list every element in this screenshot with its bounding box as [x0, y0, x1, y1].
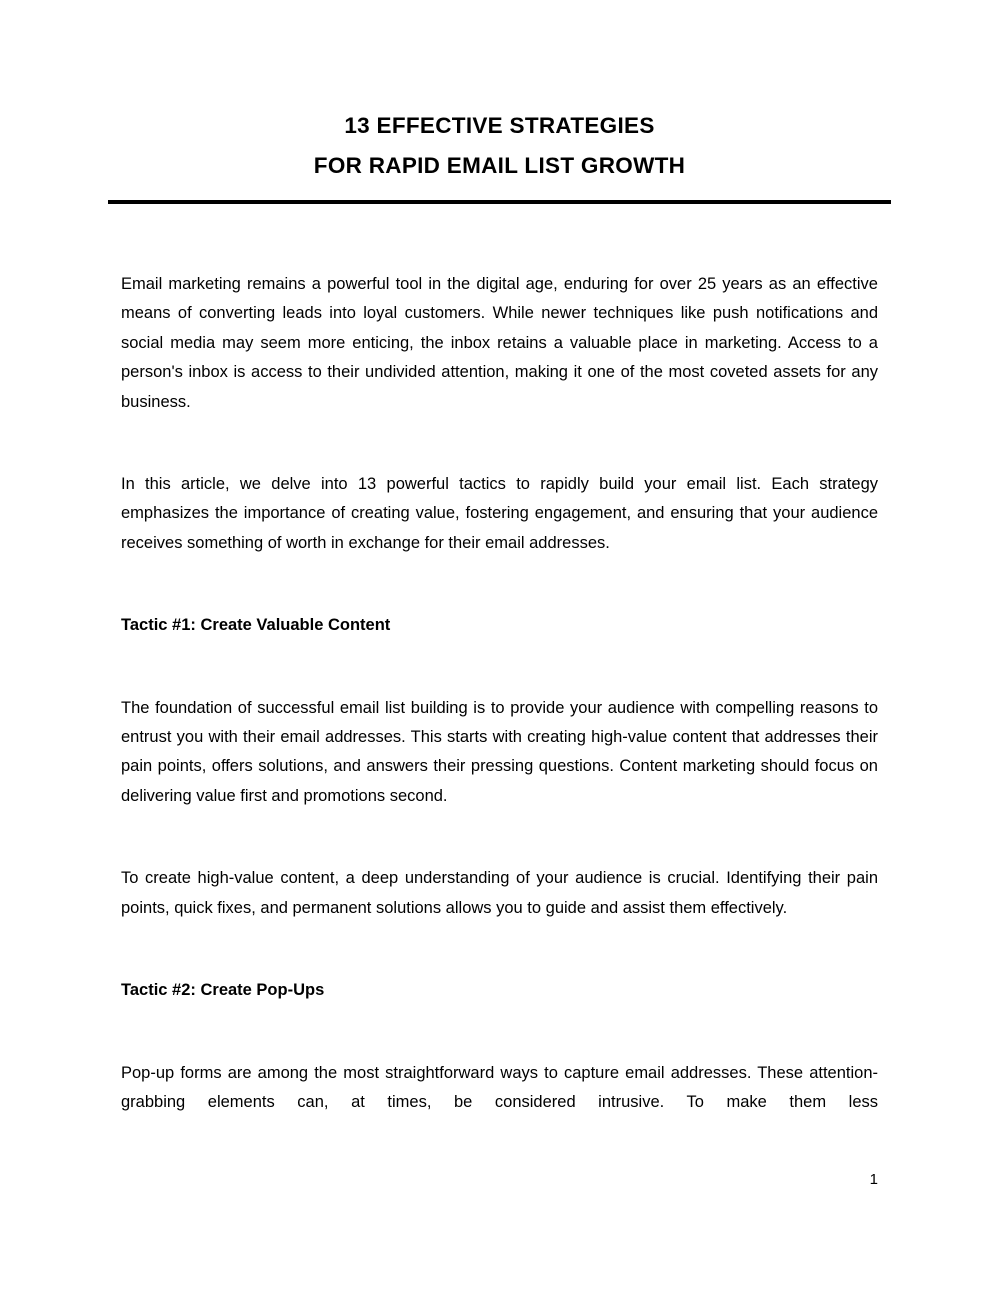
- document-title-line2: FOR RAPID EMAIL LIST GROWTH: [313, 153, 686, 178]
- paragraph-tactic1-2: To create high-value content, a deep understanding of your audience is crucial. Identifying their pain points, quick fixes, and permanent solutions allows you to guide and assist them effectively.: [121, 869, 878, 917]
- heading-tactic-1: Tactic #1: Create Valuable Content: [121, 616, 391, 635]
- heading-tactic-2: Tactic #2: Create Pop-Ups: [121, 981, 325, 1000]
- document-title: [121, 106, 878, 186]
- paragraph-intro-1: Email marketing remains a powerful tool in the digital age, enduring for over 25 years as an effective means of converting leads into loyal customers. While newer techniques like push notifications and social media may seem more enticing, the inbox retains a valuable place in marketing. Access to a person's inbox is access to their undivided attention, making it one of the most coveted assets for any business.: [121, 275, 878, 411]
- paragraph-tactic2-1: Pop-up forms are among the most straightforward ways to capture email addresses. These attention-grabbing elements can, at times, be considered intrusive. To make them less: [121, 1063, 878, 1111]
- document-body: [121, 270, 878, 1117]
- page-number: 1: [869, 1171, 878, 1188]
- paragraph-intro-2: In this article, we delve into 13 powerful tactics to rapidly build your email list. Each strategy emphasizes the importance of creating value, fostering engagement, and ensuring that your audience receives something of worth in exchange for their email addresses.: [121, 475, 878, 552]
- title-divider-rule: [108, 200, 891, 204]
- document-title-line1: 13 EFFECTIVE STRATEGIES: [344, 113, 655, 138]
- paragraph-tactic1-1: The foundation of successful email list building is to provide your audience with compelling reasons to entrust you with their email addresses. This starts with creating high-value content that addresses their pain points, offers solutions, and answers their pressing questions. Content marketing should focus on delivering value first and promotions second.: [121, 698, 878, 805]
